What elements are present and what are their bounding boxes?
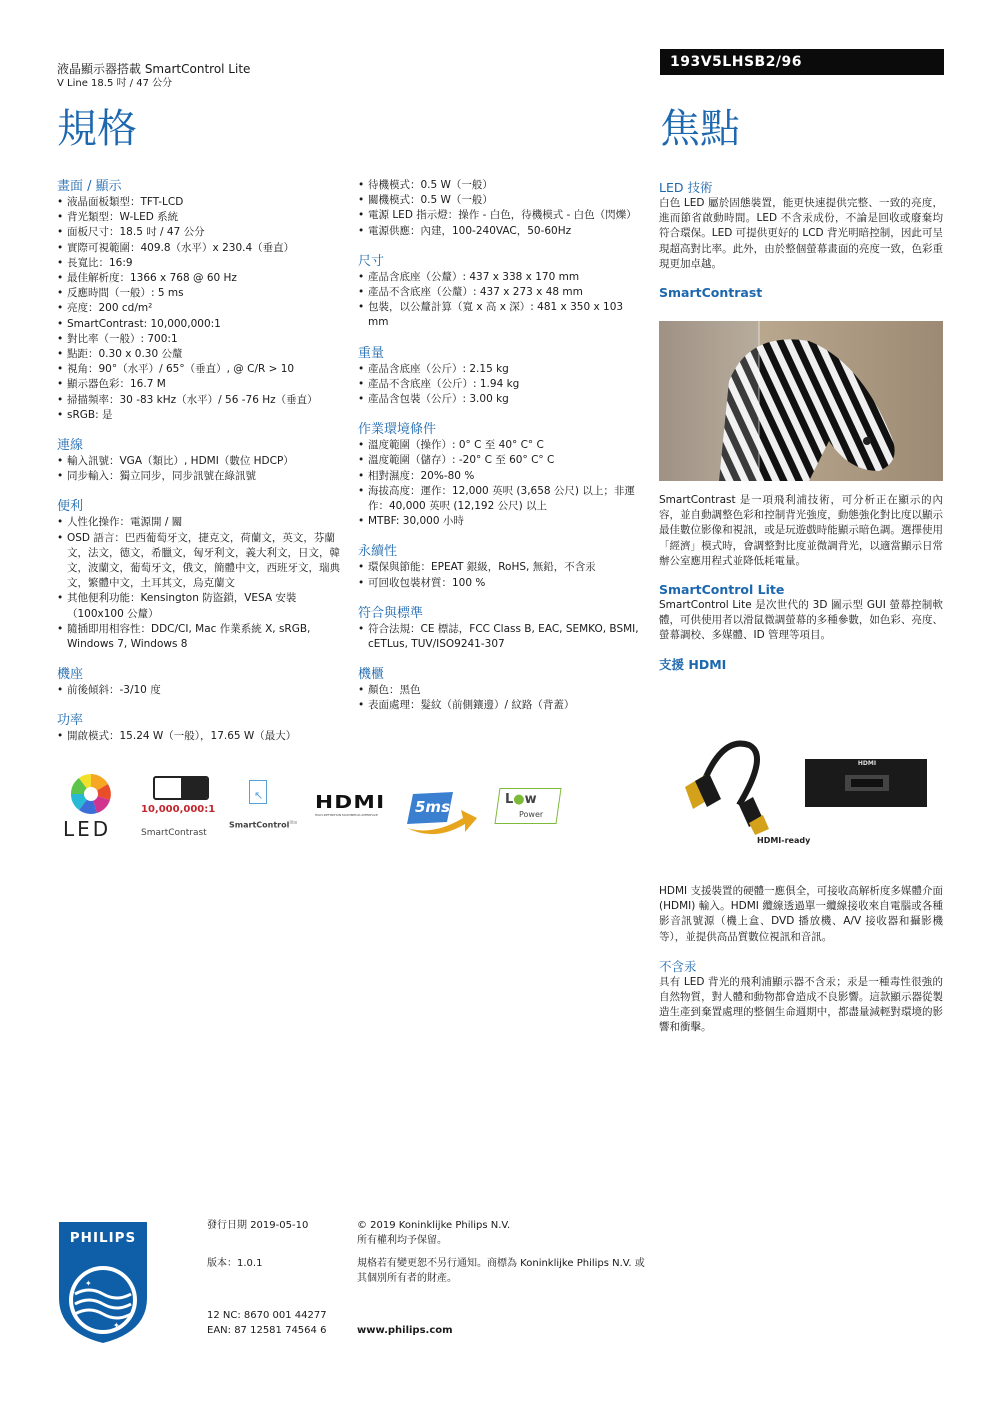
spec-item: • 同步輸入：獨立同步，同步訊號在綠訊號 — [57, 469, 347, 484]
svg-text:✦: ✦ — [113, 1321, 120, 1330]
spec-item: • 包裝，以公釐計算（寬 x 高 x 深）: 481 x 350 x 103 mm — [358, 300, 640, 330]
smartcontrast-title: SmartContrast — [659, 285, 763, 301]
led-badge — [57, 772, 127, 842]
smartcontrast-badge — [141, 776, 221, 842]
spec-list — [358, 560, 640, 590]
hdmi-support-title: 支援 HDMI — [659, 656, 727, 672]
spec-item: • 點距：0.30 x 0.30 公釐 — [57, 347, 347, 362]
product-name: 液晶顯示器搭載 SmartControl Lite — [57, 62, 251, 76]
spec-item: • 最佳解析度：1366 x 768 @ 60 Hz — [57, 271, 347, 286]
spec-section-title: 功率 — [57, 713, 84, 729]
spec-item: • 溫度範圍（操作）: 0° C 至 40° C° C — [358, 438, 640, 453]
spec-item: • 可回收包裝材質：100 % — [358, 576, 640, 591]
spec-item: • 實際可視範圍：409.8（水平）x 230.4（垂直） — [57, 241, 347, 256]
spec-item: • 液晶面板類型：TFT-LCD — [57, 195, 347, 210]
spec-section-title: 連線 — [57, 438, 84, 454]
spec-list — [57, 515, 347, 652]
spec-item: • 輸入訊號：VGA（類比）, HDMI（數位 HDCP） — [57, 454, 347, 469]
spec-section — [358, 178, 640, 239]
spec-item: • 顯示器色彩：16.7 M — [57, 377, 347, 392]
spec-list — [358, 622, 640, 652]
philips-logo — [57, 1220, 149, 1345]
led-tech-title: LED 技術 — [659, 180, 713, 195]
spec-item: • SmartContrast: 10,000,000:1 — [57, 317, 347, 332]
spec-item: • 電源供應：內建，100-240VAC，50-60Hz — [358, 224, 640, 239]
spec-item: • 表面處理：髮紋（前側鑲邊）/ 紋路（背蓋） — [358, 698, 640, 713]
spec-item: • 產品含底座（公釐）: 437 x 338 x 170 mm — [358, 270, 640, 285]
spec-section-title: 尺寸 — [358, 253, 385, 269]
spec-item: • 電源 LED 指示燈：操作 - 白色，待機模式 - 白色（閃爍） — [358, 208, 640, 223]
spec-item: • 產品不含底座（公斤）: 1.94 kg — [358, 377, 640, 392]
leaf-icon: ● — [513, 792, 525, 807]
spec-item: • sRGB: 是 — [57, 408, 347, 423]
issue-date-value: 2019-05-10 — [250, 1220, 309, 1231]
rights-reserved: 所有權利均予保留。 — [357, 1235, 447, 1246]
ean-code: EAN: 87 12581 74564 6 — [207, 1325, 327, 1336]
spec-item: • 背光類型：W-LED 系統 — [57, 210, 347, 225]
spec-list — [358, 362, 640, 408]
spec-heading: 規格 — [57, 106, 137, 152]
focus-column — [659, 178, 943, 301]
led-color-wheel-icon — [61, 772, 121, 814]
model-number: 193V5LHSB2/96 — [660, 49, 944, 75]
spec-item: • 掃描頻率：30 -83 kHz（水平）/ 56 -76 Hz（垂直） — [57, 393, 347, 408]
spec-list — [358, 438, 640, 529]
spec-item: • 面板尺寸：18.5 吋 / 47 公分 — [57, 225, 347, 240]
spec-item: • 開啟模式：15.24 W（一般），17.65 W（最大） — [57, 729, 347, 744]
philips-brand: PHILIPS — [69, 1230, 137, 1246]
spec-section-title: 作業環境條件 — [358, 422, 437, 438]
spec-item: • 視角：90°（水平）/ 65°（垂直）, @ C/R > 10 — [57, 362, 347, 377]
smartcontrol-badge — [229, 780, 307, 840]
spec-item: • 關機模式：0.5 W（一般） — [358, 193, 640, 208]
spec-item: • 海拔高度：運作：12,000 英呎 (3,658 公尺) 以上；非運作：40,000 英呎 (12,192 公尺) 以上 — [358, 484, 640, 514]
spec-item: • 隨插即用相容性：DDC/CI, Mac 作業系統 X, sRGB, Windows 7, Windows 8 — [57, 622, 347, 652]
low-label-l: L — [505, 792, 514, 807]
focus-column-part3 — [659, 884, 943, 1036]
hdmi-cable-icon — [659, 735, 943, 835]
product-subtitle: V Line 18.5 吋 / 47 公分 — [57, 78, 173, 89]
spec-section-title: 永續性 — [358, 544, 398, 560]
spec-section-title: 畫面 / 顯示 — [57, 179, 122, 194]
spec-item: • 反應時間（一般）: 5 ms — [57, 286, 347, 301]
spec-item: • 其他便利功能：Kensington 防盜鎖，VESA 安裝（100x100 公釐） — [57, 591, 347, 621]
spec-section-title: 符合與標準 — [358, 605, 424, 621]
spec-column-middle — [358, 178, 640, 728]
zebra-contrast-image — [659, 321, 943, 481]
contrast-value: 10,000,000:1 — [141, 804, 216, 815]
hdmi-cable-image — [659, 735, 943, 850]
hdmi-logo-text: HDMI — [315, 792, 386, 813]
spec-section — [358, 345, 640, 408]
spec-section — [358, 666, 640, 713]
focus-column-part2 — [659, 493, 943, 673]
spec-item: • 待機模式：0.5 W（一般） — [358, 178, 640, 193]
contrast-box-icon — [153, 776, 209, 800]
spec-item: • OSD 語言：巴西葡萄牙文，捷克文，荷蘭文，英文，芬蘭文，法文，德文，希臘文，匈牙利文，義大利文，日文，韓文，波蘭文，葡萄牙文，俄文，簡體中文，西班牙文，瑞典文，繁體中文，土耳其文，烏克蘭文 — [57, 531, 347, 592]
smartcontrol-label: SmartControl — [229, 820, 290, 830]
spec-section — [358, 421, 640, 529]
spec-section — [358, 543, 640, 590]
spec-item: • 長寬比：16:9 — [57, 256, 347, 271]
hdmi-logo-small: HIGH-DEFINITION MULTIMEDIA INTERFACE — [315, 813, 378, 817]
spec-item: • 環保與節能：EPEAT 銀級，RoHS, 無鉛，不含汞 — [358, 560, 640, 575]
website-link[interactable]: www.philips.com — [357, 1325, 453, 1336]
smartcontrol-lite-title: SmartControl Lite — [659, 582, 785, 598]
hdmi-ready-caption: HDMI-ready — [757, 836, 811, 845]
led-tech-body: 白色 LED 屬於固態裝置，能更快速提供完整、一致的亮度，進而節省啟動時間。LED 不含汞成份，不論是回收或廢棄均符合環保。LED 可提供更好的 LCD 背光明暗控制，因此可呈現超高對比率。此外，由於整個螢幕畫面的亮度一致，色彩重現更加卓越。 — [659, 197, 943, 270]
spec-section — [57, 437, 347, 484]
power-label: Power — [519, 810, 544, 819]
spec-list — [358, 683, 640, 713]
spec-item: • 符合法規：CE 標誌，FCC Class B, EAC, SEMKO, BSMI, cETLus, TUV/ISO9241-307 — [358, 622, 640, 652]
spec-list — [358, 270, 640, 331]
response-time-badge — [403, 788, 479, 840]
focus-heading: 焦點 — [660, 106, 740, 152]
spec-item: • 產品含底座（公斤）: 2.15 kg — [358, 362, 640, 377]
spec-column-left — [57, 178, 347, 759]
feature-badges — [57, 772, 577, 842]
issue-date-label: 發行日期 — [207, 1220, 247, 1231]
svg-text:✦: ✦ — [85, 1279, 92, 1288]
spec-section — [57, 178, 347, 423]
smartcontrol-sup: lite — [289, 820, 298, 826]
spec-section-title: 機座 — [57, 667, 84, 683]
spec-section — [358, 253, 640, 331]
spec-item: • 對比率（一般）: 700:1 — [57, 332, 347, 347]
low-power-badge — [497, 788, 563, 828]
spec-list — [57, 729, 347, 744]
spec-list — [57, 454, 347, 484]
spec-item: • 溫度範圍（儲存）: -20° C 至 60° C° C — [358, 453, 640, 468]
spec-item: • 人性化操作：電源開 / 關 — [57, 515, 347, 530]
disclaimer: 規格若有變更恕不另行通知。商標為 Koninklijke Philips N.V. 或其個別所有者的財產。 — [357, 1258, 645, 1284]
cursor-window-icon: ↖ — [249, 780, 267, 804]
smartcontrol-lite-body: SmartControl Lite 是次世代的 3D 圖示型 GUI 螢幕控制軟體，可供使用者以滑鼠微調螢幕的多種參數，如色彩、亮度、螢幕調校、多媒體、ID 管理等項目。 — [659, 599, 943, 642]
issue-date — [207, 1218, 308, 1233]
spec-section-title: 重量 — [358, 345, 385, 361]
spec-section-title: 便利 — [57, 499, 84, 515]
version: 版本：1.0.1 — [207, 1258, 263, 1269]
spec-item: • 顏色：黑色 — [358, 683, 640, 698]
spec-item: • 產品含包裝（公斤）: 3.00 kg — [358, 392, 640, 407]
response-time-label: 5ms — [415, 798, 450, 816]
spec-item: • MTBF: 30,000 小時 — [358, 514, 640, 529]
spec-section — [57, 666, 347, 698]
spec-section — [57, 712, 347, 744]
hdmi-badge — [315, 792, 389, 822]
low-label-w: w — [524, 792, 537, 807]
nc-code: 12 NC: 8670 001 44277 — [207, 1310, 327, 1321]
led-badge-label: LED — [63, 817, 112, 841]
smartcontrast-body: SmartContrast 是一項飛利浦技術，可分析正在顯示的內容，並自動調整色彩和控制背光強度，動態強化對比度以顯示最佳數位影像和視訊，或是玩遊戲時能顯示暗色調。選擇使用「經濟」模式時，會調整對比度並微調背光，以適當顯示日常辦公室應用程式並降低耗電量。 — [659, 494, 943, 567]
spec-section — [358, 605, 640, 652]
spec-list — [358, 178, 640, 239]
spec-item: • 相對濕度：20%-80 % — [358, 469, 640, 484]
spec-section — [57, 498, 347, 652]
spec-item: • 產品不含底座（公釐）: 437 x 273 x 48 mm — [358, 285, 640, 300]
contrast-label: SmartContrast — [141, 828, 207, 838]
copyright: © 2019 Koninklijke Philips N.V. — [357, 1220, 511, 1231]
mercury-free-body: 具有 LED 背光的飛利浦顯示器不含汞；汞是一種毒性很強的自然物質，對人體和動物都會造成不良影響。這款顯示器從製造生產到棄置處理的整個生命週期中，都盡量減輕對環境的影響和衝擊。 — [659, 975, 943, 1034]
mercury-free-title: 不含汞 — [659, 958, 697, 974]
hdmi-support-body: HDMI 支援裝置的硬體一應俱全，可接收高解析度多媒體介面 (HDMI) 輸入。HDMI 纜線透過單一纜線接收來自電腦或各種影音訊號源（機上盒、DVD 播放機、A/V 接收器和攝影機等），並提供高品質數位視訊和音訊。 — [659, 885, 943, 943]
spec-item: • 亮度：200 cd/m² — [57, 301, 347, 316]
spec-item: • 前後傾斜：-3/10 度 — [57, 683, 347, 698]
spec-section-title: 機櫃 — [358, 667, 385, 683]
hdmi-port-label: HDMI — [857, 760, 877, 767]
spec-list — [57, 683, 347, 698]
spec-list — [57, 195, 347, 423]
